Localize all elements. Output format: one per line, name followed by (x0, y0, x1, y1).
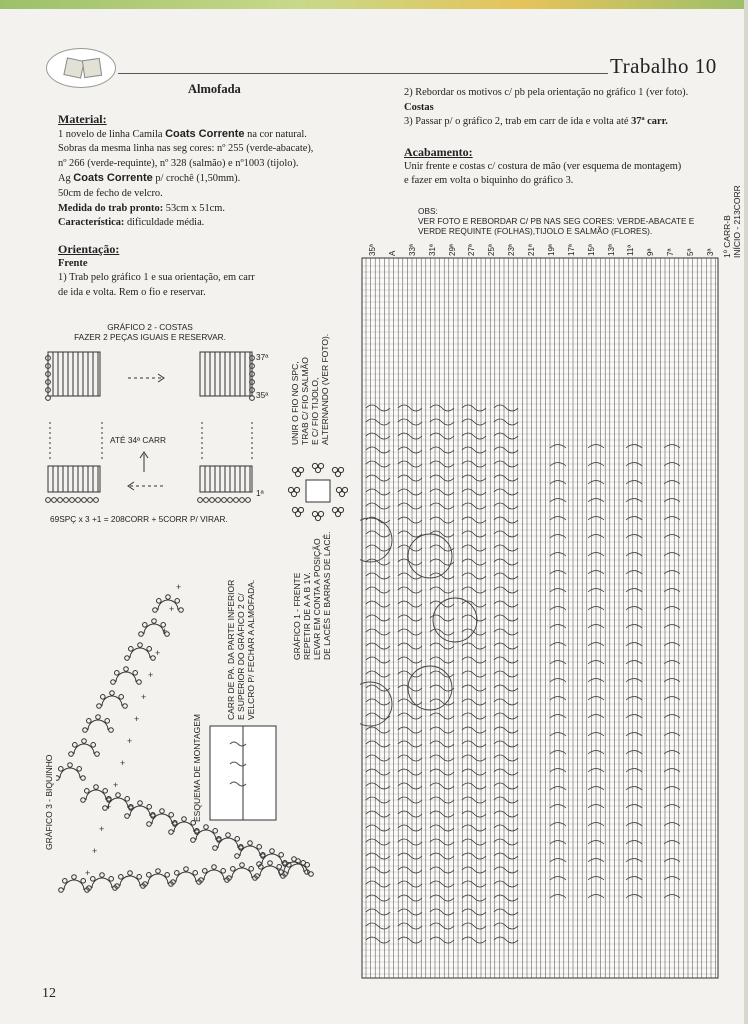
picot-chain (305, 863, 310, 868)
graph1-row-label: A (387, 250, 397, 256)
stitch-plus: + (141, 692, 147, 702)
picot-chain (147, 805, 152, 810)
graph1-row-label: 3ª (706, 248, 715, 256)
back-heading: Costas (404, 101, 434, 113)
step-1-line-2: de ida e volta. Rem o fio e reservar. (58, 286, 206, 298)
arrow-up (140, 452, 148, 472)
picot-chain (100, 873, 105, 878)
graph2-chain (76, 498, 81, 503)
picot-chain (147, 822, 152, 827)
picot-chain (125, 814, 130, 819)
material-line-1: 1 novelo de linha Camila Coats Corrente na cor natural. (58, 127, 307, 140)
material-line-2: Sobras da mesma linha nas seg cores: nº 255 (verde-abacate), (58, 143, 314, 155)
graph1-chart (360, 248, 726, 980)
picot-chain (95, 752, 100, 757)
picot-chain (109, 728, 114, 733)
picot-chain (85, 789, 90, 794)
picot-chain (101, 695, 106, 700)
picot-chain (77, 767, 82, 772)
graph1-row-label: 19ª (546, 244, 556, 256)
picot-chain (184, 867, 189, 872)
picot-chain (268, 861, 273, 866)
picot-chain (257, 845, 262, 850)
graph2-chain (46, 498, 51, 503)
graph3-chart (56, 570, 356, 965)
picot-chain (179, 608, 184, 613)
stitch-plus: + (134, 714, 140, 724)
picot-chain (139, 632, 144, 637)
picot-chain (138, 643, 143, 648)
velcro-note: CARR DE PA. DA PARTE INFERIOR E SUPERIOR DO GRÁFICO 2 C/ VELCRO P/ FECHAR A ALMOFADA. (226, 579, 256, 720)
picot-chain (160, 809, 165, 814)
graph1-row-label: 11ª (626, 244, 636, 256)
picot-chain (143, 623, 148, 628)
graph2-chain (234, 498, 239, 503)
graph1-row-label: 17ª (566, 244, 576, 256)
flower-motif (288, 462, 348, 522)
picot-chain (175, 599, 180, 604)
finishing-heading: Acabamento: (404, 145, 473, 159)
picot-chain (81, 879, 86, 884)
top-color-strip (0, 0, 748, 9)
picot-chain (137, 875, 142, 880)
graph2-row-37: 37ª (256, 352, 269, 362)
picot-chain (123, 704, 128, 709)
picot-chain (277, 865, 282, 870)
picot-chain (249, 867, 254, 872)
material-line-5: 50cm de fecho de velcro. (58, 187, 163, 199)
step-2: 2) Rebordar os motivos c/ pb pela orientação no gráfico 1 (ver foto). (404, 87, 689, 98)
picot-chain (169, 813, 174, 818)
graph2-chain (70, 498, 75, 503)
picot-chain (72, 875, 77, 880)
graph1-row-label: 15ª (586, 244, 596, 256)
picot-chain (235, 854, 240, 859)
page-edge (744, 0, 748, 1024)
feature-line: Característica: dificuldade média. (58, 217, 205, 229)
graph2-chain (210, 498, 215, 503)
graph1-row-label: 9ª (646, 248, 656, 256)
graph2-chain (240, 498, 245, 503)
picot-chain (116, 793, 121, 798)
picot-chain (87, 719, 92, 724)
picot-chain (279, 853, 284, 858)
picot-chain (213, 829, 218, 834)
picot-chain (152, 619, 157, 624)
picot-chain (125, 656, 130, 661)
graph2-title: GRÁFICO 2 - COSTAS FAZER 2 PEÇAS IGUAIS E RESERVAR. (74, 322, 226, 342)
picot-chain (191, 838, 196, 843)
finishing-line-2: e fazer em volta o biquinho do gráfico 3. (404, 175, 574, 187)
finishing-line-1: Unir frente e costas c/ costura de mão (ver esquema de montagem) (404, 160, 682, 172)
picot-chain (166, 595, 171, 600)
graph3-title: GRÁFICO 3 - BIQUINHO (44, 754, 54, 850)
picot-chain (165, 873, 170, 878)
graph2-chain (222, 498, 227, 503)
picot-chain (203, 869, 208, 874)
stitch-plus: + (99, 824, 105, 834)
graph1-row-label: 25ª (487, 244, 497, 256)
picot-chain (73, 743, 78, 748)
picot-chain (226, 833, 231, 838)
stitch-plus: + (92, 846, 98, 856)
graph2-chain (88, 498, 93, 503)
graph1-row-label: 7ª (666, 248, 676, 256)
arrow-left (128, 482, 164, 490)
picot-chain (94, 785, 99, 790)
graph1-note: GRÁFICO 1 - FRENTE REPETIR DE A A B 1V. LEVAR EM CONTA A POSIÇÃO DE LACÊS E BARRAS DE LACÊ. (292, 531, 332, 660)
motif-petal (318, 463, 323, 468)
steps-right (404, 86, 688, 130)
assembly-title: ESQUEMA DE MONTAGEM (192, 714, 202, 822)
picot-chain (105, 719, 110, 724)
picot-chain (111, 680, 116, 685)
graph2-chain (94, 498, 99, 503)
picot-chain (63, 879, 68, 884)
picot-chain (147, 873, 152, 878)
picot-chain (175, 871, 180, 876)
picot-chain (125, 797, 130, 802)
step-1-line-1: 1) Trab pelo gráfico 1 e sua orientação, em carr (58, 272, 255, 284)
stitch-plus: + (127, 736, 133, 746)
picot-chain (119, 875, 124, 880)
stitch-plus: + (162, 626, 168, 636)
stitch-plus: + (148, 670, 154, 680)
graph1-row-label: 31ª (427, 244, 437, 256)
cushion-photo-icon (46, 48, 116, 88)
picot-chain (115, 671, 120, 676)
picot-chain (69, 752, 74, 757)
picot-chain (56, 776, 59, 781)
picot-chain (231, 867, 236, 872)
front-heading: Frente (58, 257, 88, 269)
page-number: 12 (42, 986, 56, 1001)
graph1-row-label: 33ª (407, 244, 417, 256)
picot-chain (68, 763, 73, 768)
picot-chain (96, 715, 101, 720)
graph2-chain (52, 498, 57, 503)
graph2-chain (64, 498, 69, 503)
motif-petal (298, 467, 303, 472)
graph1-side-label: 1º CARR-B INÍCIO - 213CORR (722, 185, 742, 258)
picot-chain (235, 837, 240, 842)
material-line-4: Ag Coats Corrente p/ crochê (1,50mm). (58, 172, 241, 185)
orientation-section (58, 242, 255, 300)
picot-chain (248, 841, 253, 846)
stitch-plus: + (120, 758, 126, 768)
graph2-chain (204, 498, 209, 503)
graph1-row-label: 23ª (507, 244, 517, 256)
graph2-until-label: ATÉ 34ª CARR (110, 435, 166, 445)
picot-chain (169, 830, 174, 835)
picot-chain (309, 872, 314, 877)
step-3: 3) Passar p/ o gráfico 2, trab em carr de ida e volta até 37ª carr. (404, 116, 668, 128)
stitch-plus: + (85, 868, 91, 878)
graph2-chain (82, 498, 87, 503)
picot-chain (193, 871, 198, 876)
graph2-chart (40, 340, 270, 520)
stitch-plus: + (176, 582, 182, 592)
picot-chain (138, 801, 143, 806)
picot-chain (157, 599, 162, 604)
graph2-dotted-edges (50, 422, 252, 460)
picot-chain (110, 691, 115, 696)
picot-chain (124, 667, 129, 672)
motif-petal (318, 511, 323, 516)
graph1-row-label: 27ª (467, 244, 477, 256)
picot-chain (147, 647, 152, 652)
graph2-row-35: 35ª (256, 390, 269, 400)
project-name: Almofada (188, 82, 241, 96)
graph2-chain (58, 498, 63, 503)
motif-petal (338, 507, 343, 512)
picot-chain (182, 817, 187, 822)
picot-chain (191, 821, 196, 826)
picot-chain (212, 865, 217, 870)
picot-chain (81, 798, 86, 803)
picot-chain (270, 849, 275, 854)
material-section (58, 112, 313, 231)
graph2-block (200, 352, 252, 396)
picot-chain (129, 647, 134, 652)
graph2-chain (216, 498, 221, 503)
stitch-plus: + (106, 802, 112, 812)
motif-note: UNIR O FIO NO SPC, TRAB C/ FIO SALMÃO E C/ FIO TIJOLO, ALTERNANDO (VER FOTO). (290, 333, 330, 445)
motif-petal (338, 467, 343, 472)
picot-chain (109, 877, 114, 882)
motif-petal (294, 487, 299, 492)
size-line: Medida do trab pronto: 53cm x 51cm. (58, 202, 225, 214)
arrow-right (128, 374, 164, 382)
graph1-row-label: 35ª (368, 244, 377, 256)
stitch-plus: + (113, 780, 119, 790)
picot-chain (119, 695, 124, 700)
picot-chain (103, 789, 108, 794)
graph1-row-label: 21ª (527, 244, 537, 256)
motif-petal (298, 507, 303, 512)
motif-petal (342, 487, 347, 492)
picot-chain (137, 680, 142, 685)
material-heading: Material: (58, 112, 107, 126)
picot-chain (221, 869, 226, 874)
graph2-row-1: 1ª (256, 488, 264, 498)
graph1-row-label: 5ª (686, 248, 696, 256)
graph2-block (48, 352, 100, 396)
picot-chain (153, 608, 158, 613)
picot-chain (59, 888, 64, 893)
picot-chain (91, 743, 96, 748)
material-line-3: nº 266 (verde-requinte), nº 328 (salmão) e nº1003 (tijolo). (58, 157, 299, 169)
picot-chain (82, 739, 87, 744)
graph2-block (48, 466, 100, 492)
graph1-obs: OBS: VER FOTO E REBORDAR C/ PB NAS SEG CORES: VERDE-ABACATE E VERDE REQUINTE (FOLHAS),TIJOLO E SALMÃO (FLORES). (418, 206, 695, 236)
page-title: Trabalho 10 (610, 54, 717, 78)
graph2-chain (246, 498, 251, 503)
picot-chain (156, 869, 161, 874)
stitch-plus: + (169, 604, 175, 614)
picot-chain (97, 704, 102, 709)
graph2-footer: 69SPÇ x 3 +1 = 208CORR + 5CORR P/ VIRAR. (50, 514, 228, 524)
picot-chain (213, 846, 218, 851)
graph1-row-label: 29ª (447, 244, 457, 256)
picot-chain (91, 877, 96, 882)
graph2-chain (198, 498, 203, 503)
graph2-block (200, 466, 252, 492)
header-rule (118, 73, 608, 74)
picot-chain (240, 863, 245, 868)
graph1-row-label: 13ª (606, 244, 616, 256)
picot-chain (133, 671, 138, 676)
stitch-plus: + (155, 648, 161, 658)
picot-chain (128, 871, 133, 876)
picot-chain (59, 767, 64, 772)
picot-chain (81, 776, 86, 781)
finishing-section (404, 145, 681, 189)
graph2-chain (228, 498, 233, 503)
orientation-heading: Orientação: (58, 242, 120, 256)
picot-chain (204, 825, 209, 830)
picot-chain (83, 728, 88, 733)
